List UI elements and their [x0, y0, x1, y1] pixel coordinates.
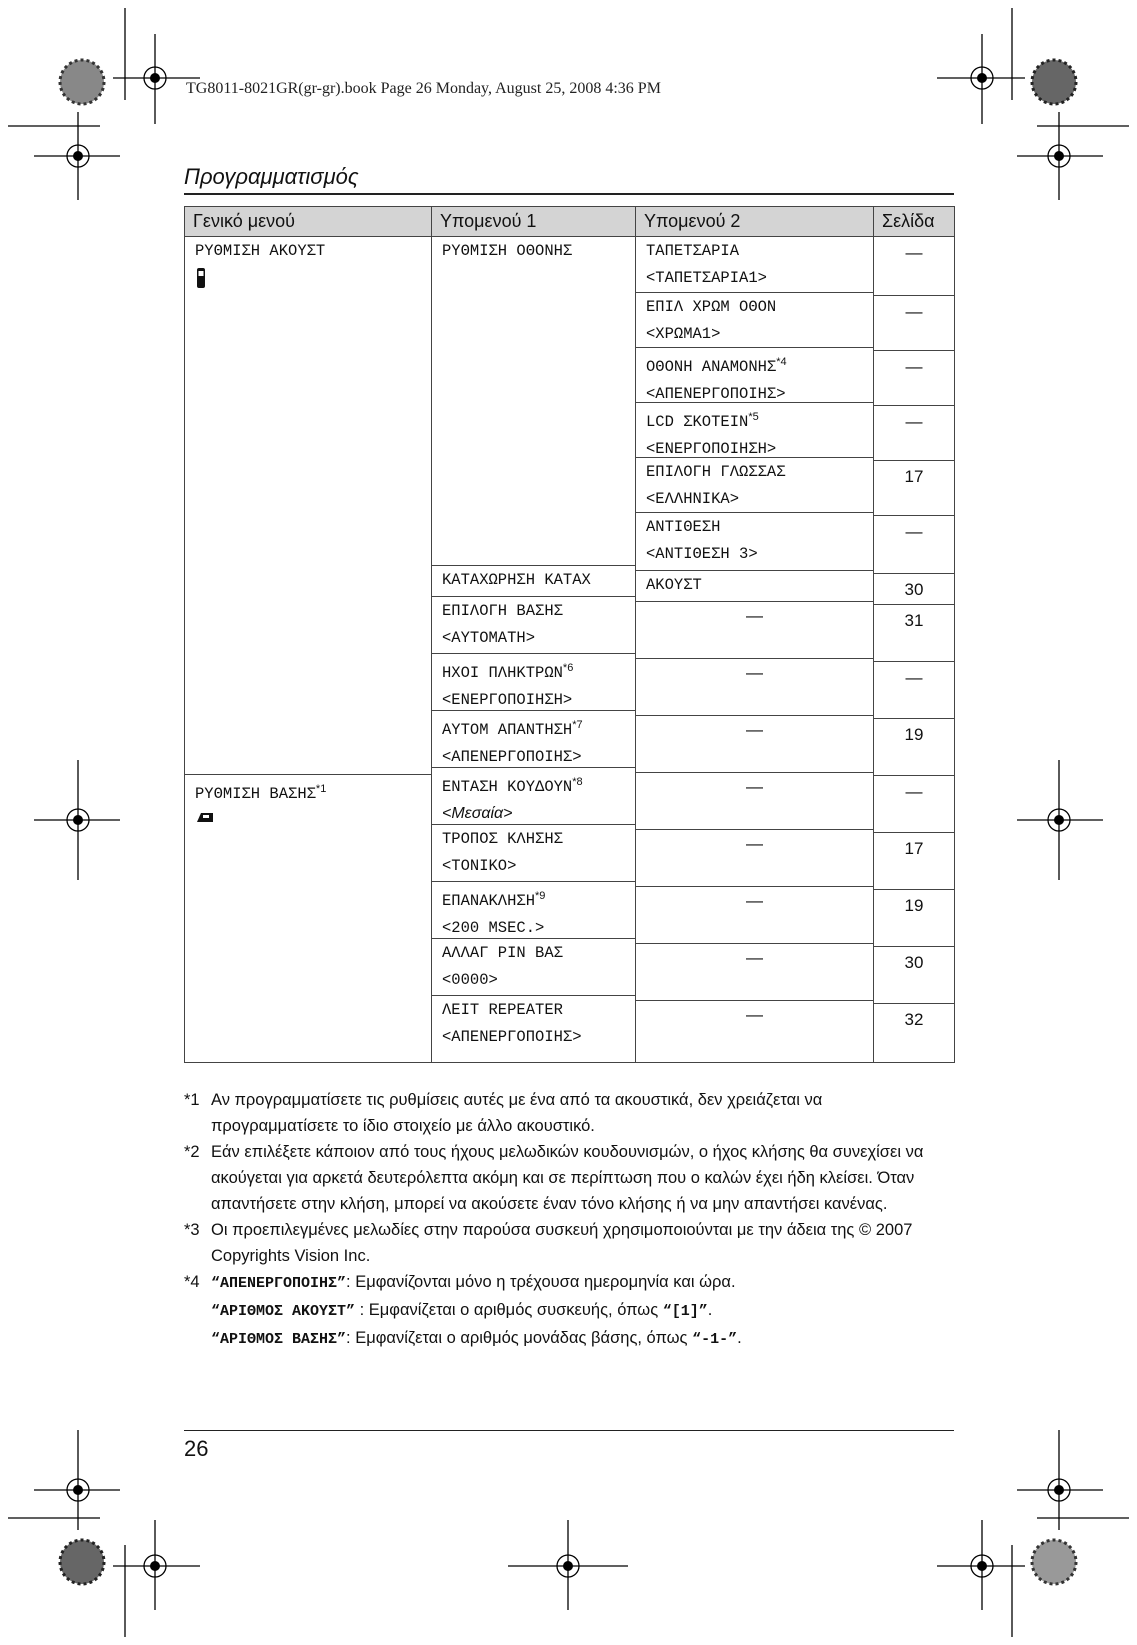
submenu1-column	[432, 237, 636, 1063]
list-item: LCD $\Sigma KOTEIN^{*5}$ <ΕΝΕΡΓΟΠΟΙΗΣΗ>	[636, 403, 873, 458]
section-title: Προγραμματισμός	[184, 164, 359, 189]
list-item: ΗΧΟΙ $\Pi\Lambda HKTP\Omega N^{*6}$ <ΕΝΕΡΓΟΠΟΙΗΣΗ>	[432, 654, 635, 711]
header-main-menu: Γενικό μενού	[185, 207, 432, 237]
main-handset-block	[185, 237, 431, 774]
footer-rule	[184, 1430, 954, 1431]
footnote-3: *3 Οι προεπιλεγμένες μελωδίες στην παρούσα συσκευή χρησιμοποιούνται με την άδεια της © 2007 Copyrights Vision Inc.	[184, 1221, 913, 1265]
submenu1-screen-settings: ΡΥΘΜΙΣΗ ΟΘΟΝΗΣ	[442, 242, 573, 260]
footnote-2: *2 Εάν επιλέξετε κάποιον από τους ήχους μελωδικών κουδουνισμών, ο ήχος κλήσης θα συνεχίσει να ακούγεται για αρκετά δευτερόλεπτα ακόμη και σε περίπτωση που ο καλών έχει ήδη κλείσει. Όταν απαντήσετε στην κλήση, μπορεί να ακούσετε έναν τόνο κλήσης ή να μην απαντήσει κανένας.	[184, 1143, 924, 1213]
list-item: ΕΝΤΑΣΗ $KO\Upsilon\Delta O\Upsilon N^{*8}$ <Μεσαία>	[432, 768, 635, 825]
list-item: ΑΥΤΟΜ $A\Pi ANTH\Sigma H^{*7}$ <ΑΠΕΝΕΡΓΟΠΟΙΗΣ>	[432, 711, 635, 768]
submenu2-column: ΤΑΠΕΤΣΑΡΙΑ <ΤΑΠΕΤΣΑΡΙΑ1> ΕΠΙΛ ΧΡΩΜ ΟΘΟΝ <ΧΡΩΜΑ1> ΟΘΟΝΗ $ANAMONH\Sigma^{*4}$ <ΑΠΕΝΕΡΓΟΠΟΙΗΣ> LCD $\Sigma KOTEIN^{*5}$ <ΕΝΕΡΓΟΠΟΙΗΣΗ> ΕΠΙΛΟΓΗ ΓΛΩΣΣΑΣ <ΕΛΛΗΝΙΚΑ> ΑΝΤΙΘΕΣΗ <ΑΝΤΙΘΕΣΗ 3> ΑΚΟΥΣΤ — — — — — — — —	[636, 237, 874, 1063]
footnotes	[184, 1087, 954, 1353]
base-icon	[195, 810, 215, 826]
list-item: ΤΑΠΕΤΣΑΡΙΑ <ΤΑΠΕΤΣΑΡΙΑ1>	[636, 237, 873, 293]
list-item: ΕΠΙΛΟΓΗ ΒΑΣΗΣ <ΑΥΤΟΜΑΤΗ>	[432, 597, 635, 654]
main-menu-handset: ΡΥΘΜΙΣΗ ΑΚΟΥΣΤ	[195, 242, 326, 260]
header-submenu1: Υπομενού 1	[432, 207, 636, 237]
book-header-line: TG8011-8021GR(gr-gr).book Page 26 Monday, August 25, 2008 4:36 PM	[186, 80, 661, 97]
main-menu-column	[185, 237, 432, 1063]
header-page: Σελίδα	[874, 207, 955, 237]
handset-icon	[195, 267, 207, 289]
list-item: $E\Pi ANAK\Lambda H\Sigma H^{*9}$ <200 MSEC.>	[432, 882, 635, 939]
list-item: ΟΘΟΝΗ $ANAMONH\Sigma^{*4}$ <ΑΠΕΝΕΡΓΟΠΟΙΗΣ>	[636, 348, 873, 403]
menu-table	[184, 206, 955, 1063]
header-submenu2: Υπομενού 2	[636, 207, 874, 237]
main-menu-base-footnote: *1	[315, 783, 327, 795]
list-item: ΤΡΟΠΟΣ ΚΛΗΣΗΣ <ΤΟΝΙΚΟ>	[432, 825, 635, 882]
submenu2-register: ΑΚΟΥΣΤ	[646, 576, 702, 594]
title-rule	[184, 193, 954, 195]
submenu1-register: ΚΑΤΑΧΩΡΗΣΗ ΚΑΤΑΧ	[442, 571, 591, 589]
table-header-row	[185, 207, 955, 237]
list-item: ΕΠΙΛ ΧΡΩΜ ΟΘΟΝ <ΧΡΩΜΑ1>	[636, 293, 873, 348]
page-number: 26	[184, 1436, 209, 1461]
footnote-4: *4 “ΑΠΕΝΕΡΓΟΠΟΙΗΣ”: Εμφανίζονται μόνο η τρέχουσα ημερομηνία και ώρα. “ΑΡΙΘΜΟΣ ΑΚΟΥΣΤ” : Εμφανίζεται ο αριθμός συσκευής, όπως “[1]”. “ΑΡΙΘΜΟΣ ΒΑΣΗΣ”: Εμφανίζεται ο αριθμός μονάδας βάσης, όπως “-1-”.	[184, 1273, 742, 1348]
footnote-1: *1 Αν προγραμματίσετε τις ρυθμίσεις αυτές με ένα από τα ακουστικά, δεν χρειάζεται να προγραμματίσετε το ίδιο στοιχείο με άλλο ακουστικό.	[184, 1091, 823, 1135]
list-item: ΑΝΤΙΘΕΣΗ <ΑΝΤΙΘΕΣΗ 3>	[636, 513, 873, 571]
list-item: ΑΛΛΑΓ PIN ΒΑΣ <0000>	[432, 939, 635, 996]
list-item: ΕΠΙΛΟΓΗ ΓΛΩΣΣΑΣ <ΕΛΛΗΝΙΚΑ>	[636, 458, 873, 513]
list-item: ΛΕΙΤ REPEATER <ΑΠΕΝΕΡΓΟΠΟΙΗΣ>	[442, 1001, 582, 1046]
page-column: — — — — 17 — 30 31 — 19 — 17 19 30 32	[874, 237, 955, 1063]
main-menu-base: ΡΥΘΜΙΣΗ ΒΑΣΗΣ	[195, 785, 316, 804]
main-base-block	[185, 774, 431, 835]
